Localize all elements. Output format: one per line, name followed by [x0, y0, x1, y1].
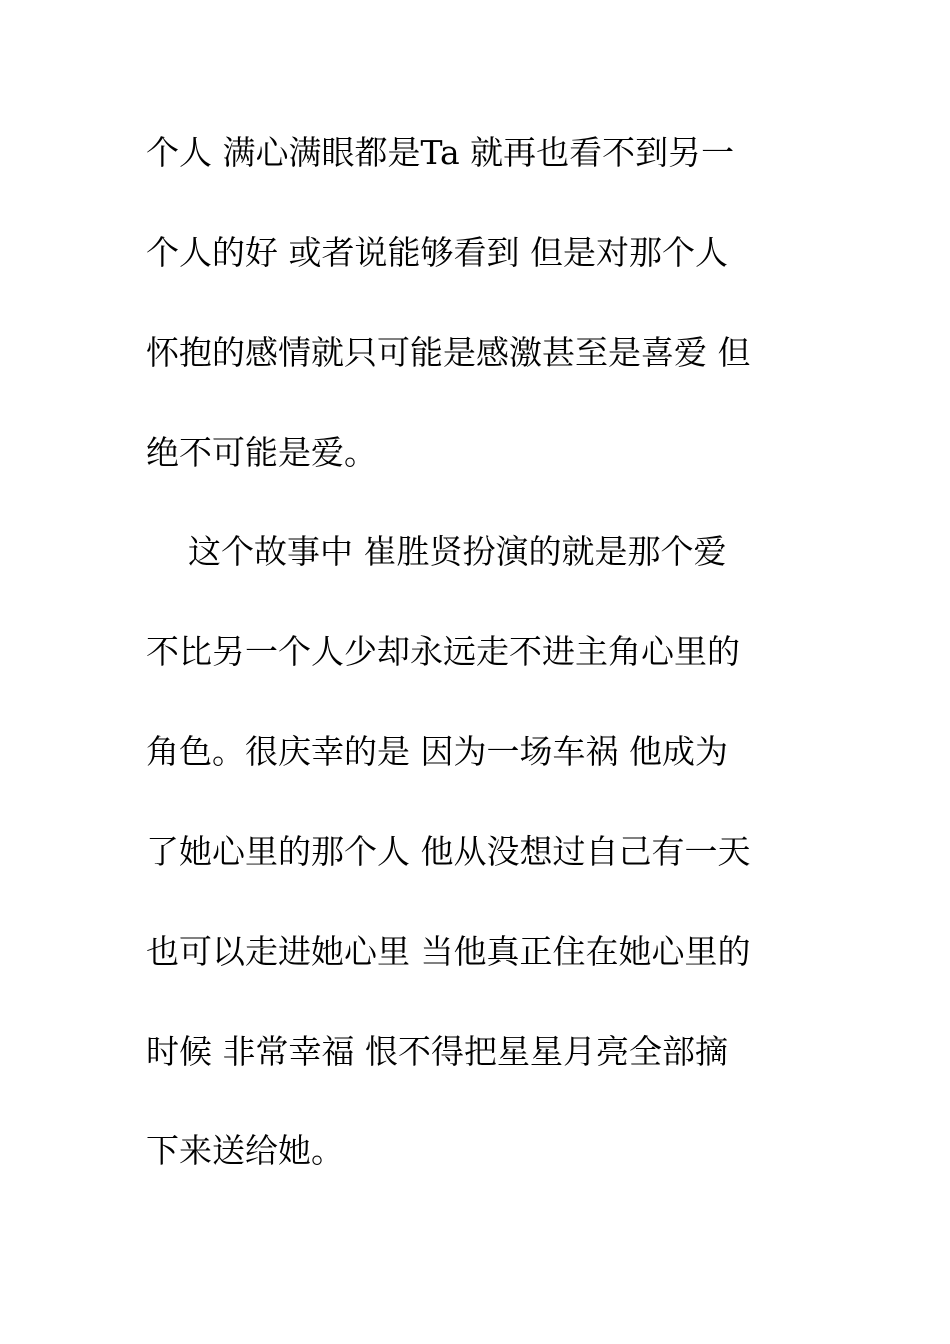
text-line: 怀抱的感情就只可能是感激甚至是喜爱 但	[146, 333, 751, 372]
text-line: 不比另一个人少却永远走不进主角心里的	[146, 632, 740, 671]
text-line: 角色。很庆幸的是 因为一场车祸 他成为	[146, 732, 728, 771]
text-line: 了她心里的那个人 他从没想过自己有一天	[146, 832, 751, 871]
text-line: 绝不可能是爱。	[146, 433, 377, 472]
text-line: 下来送给她。	[146, 1131, 344, 1170]
text-line: 这个故事中 崔胜贤扮演的就是那个爱	[146, 532, 727, 571]
text-line: 个人的好 或者说能够看到 但是对那个人	[146, 233, 728, 272]
text-line: 个人 满心满眼都是Ta 就再也看不到另一	[146, 133, 735, 172]
text-line: 也可以走进她心里 当他真正住在她心里的	[146, 932, 751, 971]
text-line: 时候 非常幸福 恨不得把星星月亮全部摘	[146, 1032, 728, 1071]
